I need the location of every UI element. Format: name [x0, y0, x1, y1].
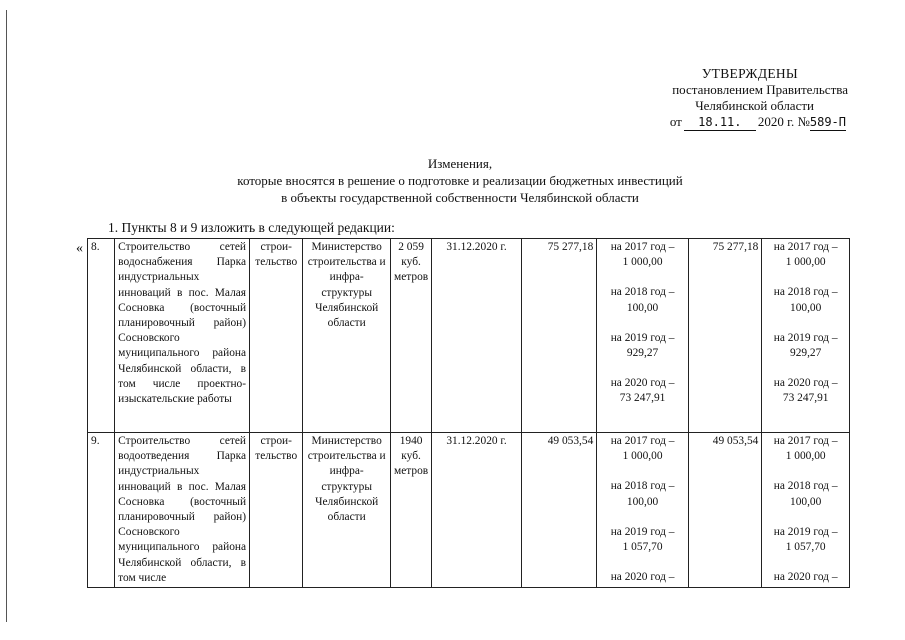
title-line-1: Изменения,	[427, 156, 493, 171]
fin-year: на 2017 год –	[610, 241, 675, 253]
row-number: 8.	[88, 239, 115, 433]
fin-amount: 1 000,00	[622, 450, 663, 463]
financing-schedule-2	[762, 433, 850, 588]
approval-decree: постановлением Правительства	[672, 82, 848, 97]
fin-year: на 2020 год –	[773, 571, 838, 584]
approval-region: Челябинской области	[695, 98, 814, 113]
fin-amount: 100,00	[626, 301, 659, 314]
fin-amount: 1 000,00	[622, 256, 663, 269]
fin-amount: 1 057,70	[785, 541, 826, 554]
ministry: Министерство строительства и инфра-структуры Челябинской области	[303, 433, 391, 588]
fin-year: на 2018 год –	[773, 480, 838, 493]
fin-year: на 2019 год –	[773, 525, 838, 538]
fin-amount: 100,00	[790, 495, 822, 508]
fin-year: на 2020 год –	[610, 377, 675, 390]
fin-amount: 73 247,91	[619, 392, 666, 405]
fin-amount: 1 057,70	[622, 541, 663, 554]
financing-schedule-2	[762, 239, 850, 433]
fin-year: на 2017 год –	[773, 241, 838, 253]
from-label: от	[669, 114, 682, 129]
decree-date: 18.11.	[684, 114, 756, 131]
title-line-2: которые вносятся в решение о подготовке и реализации бюджетных инвестиций	[237, 173, 683, 188]
fin-year: на 2017 год –	[773, 435, 838, 447]
margin-rule	[6, 10, 7, 622]
capacity: 2 059 куб. метров	[390, 239, 431, 433]
fin-year: на 2020 год –	[610, 571, 675, 584]
object-name: Строительство сетей водоснабжения Парка индустриальных инноваций в пос. Малая Сосновка (восточный планировочный район) Сосновского муниципального района Челябинской области, в том числе проектно-изыскательские работы	[115, 239, 250, 433]
fin-amount: 73 247,91	[782, 392, 829, 405]
completion-date: 31.12.2020 г.	[432, 433, 522, 588]
year-label: 2020 г. №	[757, 114, 810, 129]
estimated-cost: 75 277,18	[521, 239, 596, 433]
approval-stamp	[600, 66, 850, 131]
intro-paragraph: 1. Пункты 8 и 9 изложить в следующей редакции:	[108, 220, 395, 235]
work-type: строи-тельство	[250, 239, 303, 433]
total-investment: 49 053,54	[688, 433, 761, 588]
fin-year: на 2020 год –	[773, 377, 838, 390]
changes-table	[87, 238, 850, 588]
approval-date-line	[600, 114, 850, 131]
decree-number: 589-П	[809, 115, 846, 129]
financing-schedule	[597, 239, 689, 433]
fin-year: на 2018 год –	[610, 286, 675, 299]
fin-amount: 1 000,00	[785, 256, 826, 269]
work-type: строи-тельство	[250, 433, 303, 588]
row-number: 9.	[88, 433, 115, 588]
approval-heading: УТВЕРЖДЕНЫ	[701, 66, 798, 81]
fin-amount: 929,27	[626, 347, 659, 360]
fin-amount: 100,00	[626, 495, 659, 508]
fin-amount: 1 000,00	[785, 450, 826, 463]
title-line-3: в объекты государственной собственности Челябинской области	[281, 190, 639, 205]
fin-year: на 2018 год –	[610, 480, 675, 493]
fin-year: на 2018 год –	[773, 286, 838, 299]
ministry: Министерство строительства и инфра-структуры Челябинской области	[303, 239, 391, 433]
table-row	[88, 239, 850, 433]
opening-quote: «	[76, 241, 83, 256]
completion-date: 31.12.2020 г.	[432, 239, 522, 433]
capacity: 1940 куб. метров	[390, 433, 431, 588]
estimated-cost: 49 053,54	[521, 433, 596, 588]
fin-year: на 2019 год –	[773, 331, 838, 344]
fin-year: на 2019 год –	[610, 331, 675, 344]
fin-amount: 929,27	[790, 347, 822, 360]
table-row	[88, 433, 850, 588]
document-title	[170, 155, 750, 206]
total-investment: 75 277,18	[688, 239, 761, 433]
financing-schedule	[597, 433, 689, 588]
fin-year: на 2019 год –	[610, 525, 675, 538]
object-name: Строительство сетей водоотведения Парка индустриальных инноваций в пос. Малая Сосновка (восточный планировочный район) Сосновского муниципального района Челябинской области, в том числе	[115, 433, 250, 588]
fin-amount: 100,00	[790, 301, 822, 314]
fin-year: на 2017 год –	[610, 435, 675, 447]
